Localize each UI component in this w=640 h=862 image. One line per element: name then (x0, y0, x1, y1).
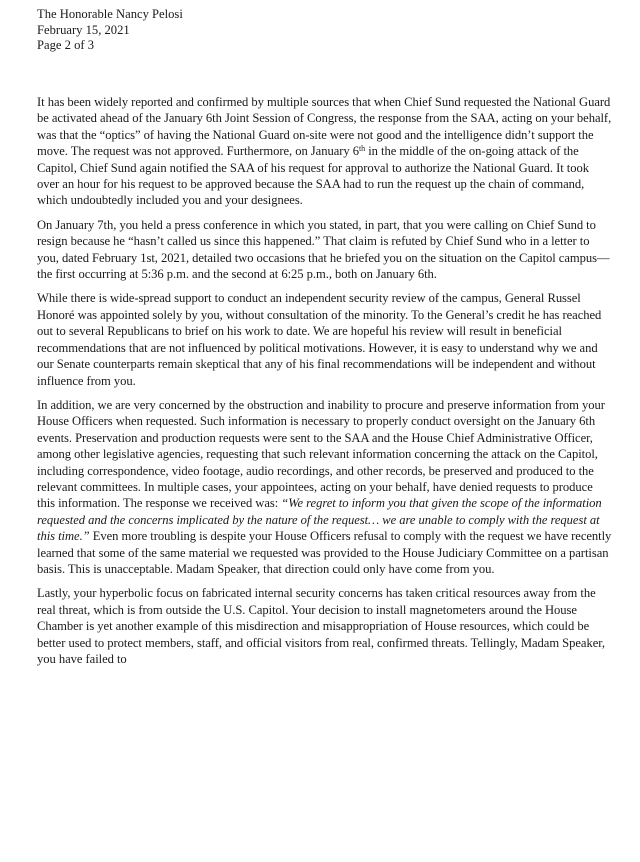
quoted-response: “We regret to inform you that given the scope of the information requested and the concerns implicated by the nature of the request… we are unable to comply with the request at this time.” (37, 496, 602, 544)
paragraph-press-conference: On January 7th, you held a press conference in which you stated, in part, that you were calling on Chief Sund to resign because he “hasn’t called us since this happened.” That claim is refuted by Chief Sund who in a letter to you, dated February 1st, 2021, detailed two occasions that he briefed you on the situation on the Capitol campus—the first occurring at 5:36 p.m. and the second at 6:25 p.m., both on January 6th. (37, 217, 610, 282)
paragraph-text: In addition, we are very concerned by the obstruction and inability to procure and preserve information from your House Officers when requested. Such information is necessary to properly conduct oversight on the January 6th events. Preservation and production requests were sent to the SAA and the House Chief Administrative Officer, among other legislative agencies, requesting that such relevant information concerning the attack on the Capitol, including correspondence, video footage, audio recordings, and other records, be preserved and produced to the relevant committees. In multiple cases, your appointees, acting on your behalf, have denied requests to produce this information. The response we received was: (37, 397, 605, 511)
recipient-line: The Honorable Nancy Pelosi (37, 7, 183, 21)
paragraph-text: Even more troubling is despite your House Officers refusal to comply with the request we have recently learned that some of the same material we requested was provided to the House Judiciary Committee on a partisan basis. This is unacceptable. Madam Speaker, that direction could only have come from you. (37, 529, 612, 576)
letter-header (37, 7, 617, 54)
ordinal-suffix: th (358, 144, 366, 154)
paragraph-text: It has been widely reported and confirmed by multiple sources that when Chief Sund requested the National Guard be activated ahead of the January 6th Joint Session of Congress, the response from the SAA, acting on your behalf, was that the “optics” of having the National Guard on-site were not good and the intelligence didn’t support the move. The request was not approved. Furthermore, on January 6 (37, 95, 612, 159)
paragraph-security-review: While there is wide-spread support to conduct an independent security review of the campus, General Russel Honoré was appointed solely by you, without consultation of the minority. To the General’s credit he has reached out to several Republicans to brief on his work to date. We are hopeful his review will result in beneficial recommendations that are not influenced by political motivations. However, it is easy to understand why we and our Senate counterparts remain skeptical that any of his final recommendations will be independent and without influence from you. (37, 291, 602, 388)
paragraph-information-requests (37, 397, 612, 577)
paragraph-security-resources: Lastly, your hyperbolic focus on fabricated internal security concerns has taken critical resources away from the real threat, which is from outside the U.S. Capitol. Your decision to install magnetometers around the House Chamber is yet another example of this misdirection and misappropriation of House resources, which could be better used to protect members, staff, and official visitors from real, confirmed threats. Tellingly, Madam Speaker, you have failed to (37, 586, 605, 666)
page-number: Page 2 of 3 (37, 38, 95, 53)
date-line: February 15, 2021 (37, 22, 130, 37)
letter-body (37, 94, 612, 675)
paragraph-text: in the middle of the on-going attack of the Capitol, Chief Sund again notified the SAA of his request for approval to authorize the National Guard. It took over an hour for his request to be approved because the SAA had to run the request up the chain of command, which undoubtedly included you and your designees. (37, 144, 589, 208)
paragraph-national-guard (37, 94, 612, 209)
